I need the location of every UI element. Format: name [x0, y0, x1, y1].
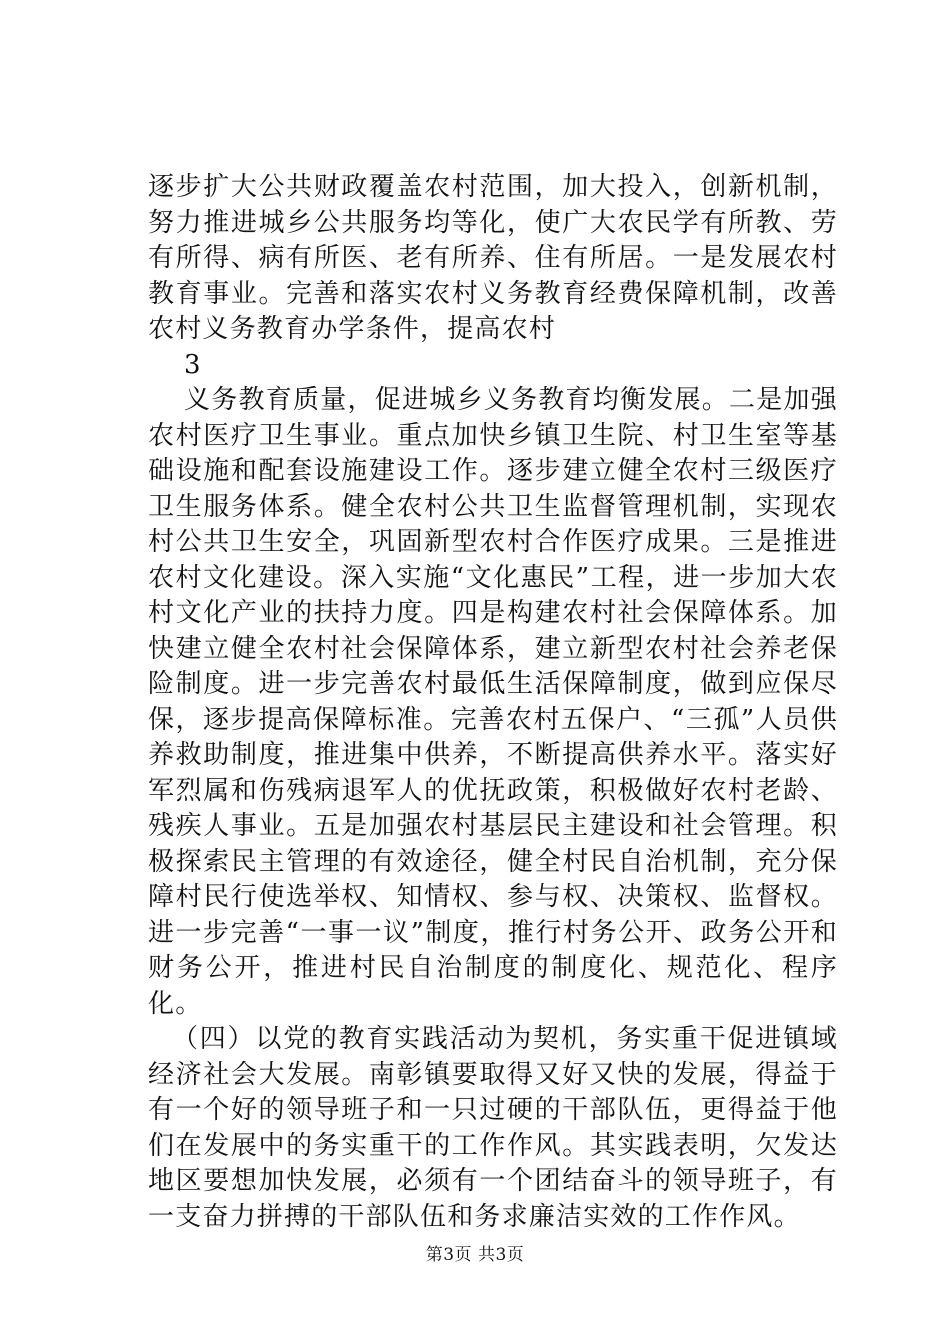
paragraph-2: 义务教育质量，促进城乡义务教育均衡发展。二是加强农村医疗卫生事业。重点加快乡镇卫生院、村卫生室等基础设施和配套设施建设工作。逐步建立健全农村三级医疗卫生服务体系。健全农村公共卫生监督管理机制，实现农村公共卫生安全，巩固新型农村合作医疗成果。三是推进农村文化建设。深入实施“文化惠民”工程，进一步加大农村文化产业的扶持力度。四是构建农村社会保障体系。加快建立健全农村社会保障体系，建立新型农村社会养老保险制度。进一步完善农村最低生活保障制度，做到应保尽保，逐步提高保障标准。完善农村五保户、“三孤”人员供养救助制度，推进集中供养，不断提高供养水平。落实好军烈属和伤残病退军人的优抚政策，积极做好农村老龄、残疾人事业。五是加强农村基层民主建设和社会管理。积极探索民主管理的有效途径，健全村民自治机制，充分保障村民行使选举权、知情权、参与权、决策权、监督权。进一步完善“一事一议”制度，推行村务公开、政务公开和财务公开，推进村民自治制度的制度化、规范化、程序化。: [148, 385, 838, 1019]
inline-page-marker: 3: [184, 349, 202, 380]
paragraph-1: 逐步扩大公共财政覆盖农村范围，加大投入，创新机制，努力推进城乡公共服务均等化，使广大农民学有所教、劳有所得、病有所医、老有所养、住有所居。一是发展农村教育事业。完善和落实农村义务教育经费保障机制，改善农村义务教育办学条件，提高农村: [148, 172, 838, 344]
document-body: [148, 170, 838, 1235]
paragraph-3: （四）以党的教育实践活动为契机，务实重干促进镇域经济社会大发展。南彰镇要取得又好又快的发展，得益于有一个好的领导班子和一只过硬的干部队伍，更得益于他们在发展中的务实重干的工作作风。其实践表明，欠发达地区要想加快发展，必须有一个团结奋斗的领导班子，有一支奋力拼搏的干部队伍和务求廉洁实效的工作作风。: [148, 1024, 838, 1232]
page-footer: 第3页 共3页: [425, 1245, 525, 1265]
